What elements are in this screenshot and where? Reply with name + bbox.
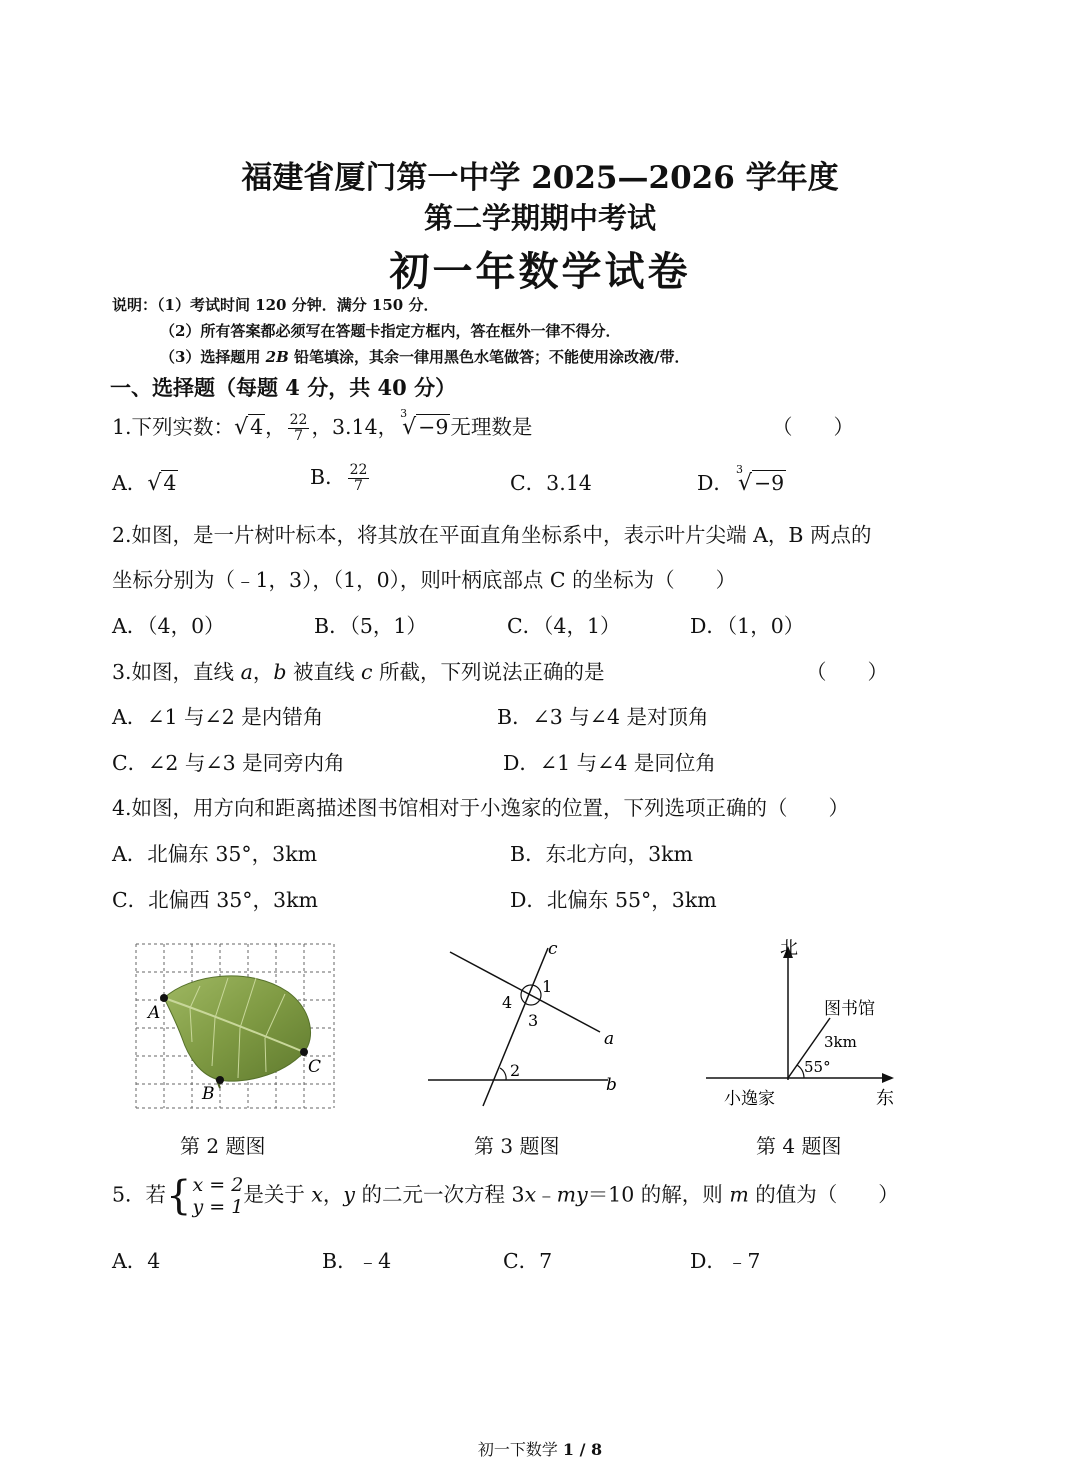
q5-var-m: m [729,1182,749,1207]
exam-term-title: 第二学期期中考试 [423,201,656,235]
q4-option-c: C．北偏西 35°，3km [112,888,318,912]
label-east: 东 [876,1088,894,1109]
label-line-c: c [548,939,558,959]
q1-cbrt-arg: −9 [418,415,449,439]
label-distance: 3km [824,1033,857,1051]
note-3-part-c: 铅笔填涂，其余一律用黑色水笔做答；不能使用涂改液/带． [288,348,690,366]
notes-line-1 [112,294,438,315]
sqrt-icon: √ [234,415,249,440]
angle-arc-55 [797,1065,804,1078]
label-home: 小逸家 [724,1089,775,1109]
q1-frac-den: 7 [294,428,304,444]
label-line-a: a [604,1029,615,1049]
q1-cbrt-index: 3 [400,407,408,420]
q4-option-a: A．北偏东 35°，3km [112,842,318,866]
q1-sqrt-arg: 4 [250,415,264,439]
exam-school-title: 福建省厦门第一中学 2025—2026 学年度 [241,160,839,196]
q5-t5: ﹣ [536,1182,557,1207]
q1-opt-d-arg: −9 [753,471,785,495]
question-5 [112,1174,899,1218]
figure-4-direction [700,930,910,1116]
q1-opt-b-label: B． [310,465,346,489]
note-1: （1）考试时间 120 分钟．满分 150 分． [157,296,439,314]
q3-option-d: D．∠1 与∠4 是同位角 [503,751,716,775]
q3-line-c: c [360,660,373,684]
label-line-b: b [606,1075,617,1095]
q3-option-a: A．∠1 与∠2 是内错角 [112,705,324,729]
figure-3-transversal [420,938,630,1116]
q4-line: 4.如图，用方向和距离描述图书馆相对于小逸家的位置，下列选项正确的（ ） [112,796,850,820]
sqrt-icon: √ [147,471,162,496]
question-1 [112,407,533,444]
figure-4-caption: 第 4 题图 [756,1134,842,1158]
q5-eq-1: x = 2 [192,1174,244,1196]
q1-fraction [288,413,310,444]
q5-option-c: C．7 [503,1249,553,1273]
label-north: 北 [780,938,798,959]
brace-icon: { [166,1173,192,1219]
q1-suffix: 无理数是 [450,415,533,439]
q5-system [193,1174,244,1218]
note-2: （2）所有答案都必须写在答题卡指定方框内，答在框外一律不得分． [160,322,621,340]
line-a [450,952,600,1032]
q1-opt-d-index: 3 [735,463,743,476]
q5-t4: 的二元一次方程 3 [355,1182,525,1207]
label-angle-1: 1 [542,977,553,996]
q1-opt-a-arg: 4 [163,471,177,495]
q2-option-b: B．（5，1） [314,614,427,638]
q3-line-b: b [273,660,287,684]
q3-option-c: C．∠2 与∠3 是同旁内角 [112,751,345,775]
q5-option-b: B．﹣4 [322,1249,392,1273]
q3-t2: ， [252,660,274,684]
q3-option-b: B．∠3 与∠4 是对顶角 [497,705,709,729]
label-angle-3: 3 [528,1011,539,1030]
label-angle-4: 4 [502,993,513,1012]
point-c [300,1048,308,1056]
leaf-shape [164,976,311,1081]
q1-option-c: C．3.14 [510,471,592,495]
note-3-pencil: 2B [265,348,289,366]
label-c: C [308,1057,322,1077]
note-3 [160,346,690,367]
point-a [160,994,168,1002]
q1-opt-b-num: 22 [349,462,368,478]
q1-opt-b-den: 7 [354,478,363,494]
q1-opt-b-fraction [348,463,370,494]
label-angle-2: 2 [510,1061,521,1080]
cbrt-icon: √ [737,471,752,496]
q1-option-d [697,463,786,496]
q3-t3: 被直线 [286,660,361,684]
q1-opt-d-cbrt [735,463,786,496]
label-b: B [202,1084,215,1104]
q5-eq-2: y = 1 [192,1196,244,1218]
q3-t1: 3.如图，直线 [112,660,241,684]
q5-var-x2: x [524,1182,537,1207]
footer-page-number: 1 / 8 [562,1440,603,1459]
angle-arc-2 [500,1068,506,1080]
q4-option-d: D．北偏东 55°，3km [510,888,717,912]
q2-line-2: 坐标分别为（﹣1，3），（1，0），则叶柄底部点 C 的坐标为（ ） [112,568,737,592]
note-3-part-a: （3）选择题用 [160,348,266,366]
q5-t2: 是关于 [243,1182,312,1207]
q1-sep1: ， [265,415,286,439]
q1-sqrt [234,415,265,440]
label-library: 图书馆 [824,999,875,1019]
q5-t7: 的值为（ ） [748,1182,899,1207]
q1-opt-a-sqrt [147,471,178,496]
point-b [216,1076,224,1084]
q5-var-my: my [556,1182,588,1207]
q1-answer-paren: （ ） [772,415,854,439]
figure-2-caption: 第 2 题图 [180,1134,266,1158]
q5-t3: ， [322,1182,344,1207]
label-angle: 55° [804,1058,831,1076]
q2-option-c: C．（4，1） [507,614,621,638]
notes-label: 说明： [112,296,158,314]
q1-opt-d-label: D． [697,471,734,495]
q1-option-b [310,460,371,494]
figure-2-leaf-grid [130,938,342,1116]
q1-opt-a-label: A． [112,471,148,495]
q4-option-b: B．东北方向，3km [510,842,693,866]
q3-answer-paren: （ ） [806,660,888,684]
q1-cbrt [400,407,450,440]
question-3 [112,655,605,685]
q5-t1: 5．若 [112,1182,167,1207]
q1-sep2: ，3.14， [311,415,399,439]
page-footer [0,1437,1080,1460]
q3-t4: 所截，下列说法正确的是 [372,660,605,684]
cbrt-icon: √ [402,415,417,440]
q5-option-a: A．4 [112,1249,161,1273]
figure-3-caption: 第 3 题图 [474,1134,560,1158]
footer-subject: 初一下数学 [477,1440,563,1459]
section-title-choice: 一、选择题（每题 4 分，共 40 分） [110,375,457,400]
q1-option-a [112,466,178,496]
q2-line-1: 2.如图，是一片树叶标本，将其放在平面直角坐标系中，表示叶片尖端 A，B 两点的 [112,523,872,547]
line-c [483,948,548,1106]
q5-t6: ＝10 的解，则 [587,1182,730,1207]
label-a: A [148,1003,161,1023]
q5-var-y: y [343,1182,356,1207]
q1-frac-num: 22 [289,412,308,428]
q2-option-d: D．（1，0） [690,614,805,638]
q3-line-a: a [240,660,253,684]
q1-prefix: 1.下列实数： [112,415,235,439]
q5-option-d: D．﹣7 [690,1249,761,1273]
exam-paper-title: 初一年数学试卷 [389,248,691,295]
q2-option-a: A．（4，0） [112,614,225,638]
east-arrow-icon [882,1073,894,1083]
q5-var-x: x [311,1182,323,1207]
